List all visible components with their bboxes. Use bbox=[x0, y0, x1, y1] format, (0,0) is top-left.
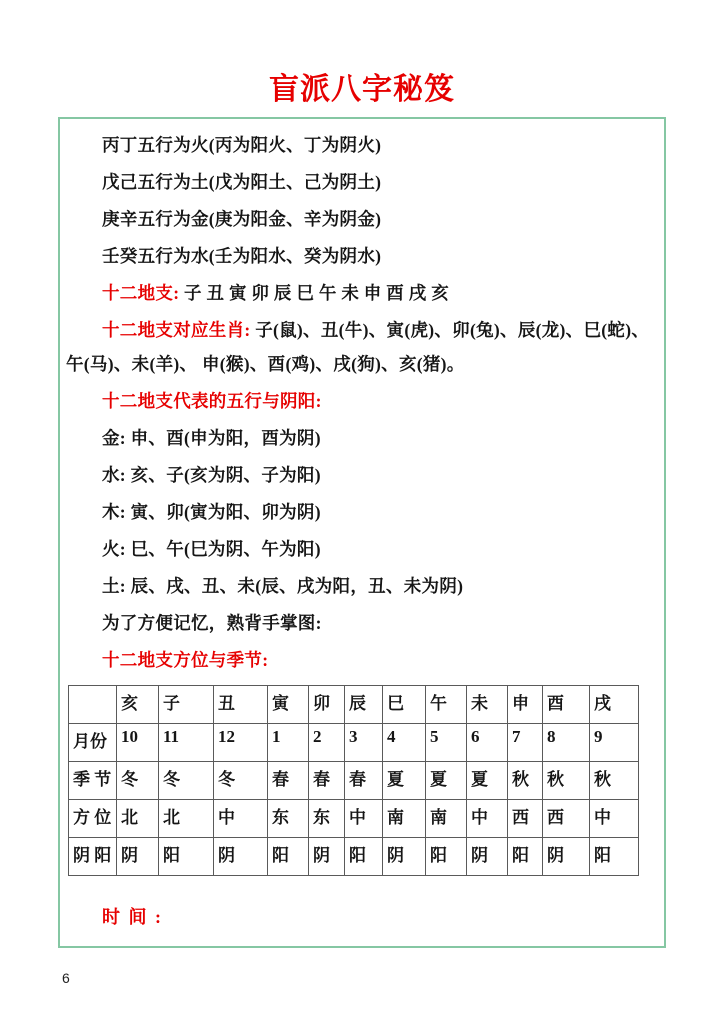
paragraph-text: 庚辛五行为金(庚为阳金、辛为阴金) bbox=[102, 209, 382, 229]
table-cell: 阴 bbox=[543, 838, 590, 876]
table-cell: 中 bbox=[590, 800, 639, 838]
table-cell: 8 bbox=[543, 724, 590, 762]
table-header-cell bbox=[69, 686, 117, 724]
table-cell: 6 bbox=[467, 724, 508, 762]
table-cell: 阳 bbox=[508, 838, 543, 876]
paragraph-text: 水: 亥、子(亥为阴、子为阳) bbox=[102, 465, 321, 485]
table-cell: 阳 bbox=[426, 838, 467, 876]
table-cell: 春 bbox=[268, 762, 309, 800]
table-cell: 3 bbox=[345, 724, 383, 762]
table-cell: 阴 bbox=[467, 838, 508, 876]
paragraph bbox=[66, 128, 656, 162]
table-header-cell: 申 bbox=[508, 686, 543, 724]
paragraph-text: 子 丑 寅 卯 辰 巳 午 未 申 酉 戌 亥 bbox=[179, 283, 450, 303]
paragraph-text: 木: 寅、卯(寅为阳、卯为阴) bbox=[102, 502, 321, 522]
paragraph-text: 壬癸五行为水(壬为阳水、癸为阴水) bbox=[102, 246, 382, 266]
paragraph bbox=[66, 202, 656, 236]
table-cell: 阴 bbox=[309, 838, 345, 876]
table-header-cell: 戌 bbox=[590, 686, 639, 724]
document-body bbox=[66, 128, 656, 677]
table-header-cell: 巳 bbox=[383, 686, 426, 724]
page-title: 盲派八字秘笈 bbox=[269, 73, 455, 106]
paragraph-lead: 十二地支对应生肖: bbox=[102, 320, 251, 340]
table-cell: 中 bbox=[345, 800, 383, 838]
time-label: 时 间 : bbox=[102, 907, 163, 927]
table-cell: 阳 bbox=[268, 838, 309, 876]
table-cell: 秋 bbox=[508, 762, 543, 800]
paragraph-text: 戊己五行为土(戊为阳土、己为阴土) bbox=[102, 172, 382, 192]
table-cell: 冬 bbox=[159, 762, 214, 800]
table-header-row bbox=[69, 686, 639, 724]
paragraph bbox=[66, 458, 656, 492]
table-cell: 阴 bbox=[214, 838, 268, 876]
table-cell: 东 bbox=[268, 800, 309, 838]
paragraph bbox=[66, 421, 656, 455]
table-header-cell: 丑 bbox=[214, 686, 268, 724]
paragraph bbox=[66, 606, 656, 640]
table-cell: 阳 bbox=[159, 838, 214, 876]
table-cell: 北 bbox=[117, 800, 159, 838]
table-cell: 2 bbox=[309, 724, 345, 762]
seasons-table bbox=[68, 685, 639, 876]
table-cell: 夏 bbox=[426, 762, 467, 800]
table-cell: 冬 bbox=[117, 762, 159, 800]
table-cell: 夏 bbox=[467, 762, 508, 800]
paragraph bbox=[66, 384, 656, 418]
table-header-cell: 寅 bbox=[268, 686, 309, 724]
table-cell: 阴 阳 bbox=[69, 838, 117, 876]
table-cell: 7 bbox=[508, 724, 543, 762]
table-cell: 秋 bbox=[590, 762, 639, 800]
paragraph-text: 金: 申、酉(申为阳，酉为阴) bbox=[102, 428, 321, 448]
table-row bbox=[69, 838, 639, 876]
table-cell: 春 bbox=[345, 762, 383, 800]
table-row bbox=[69, 762, 639, 800]
table-cell: 5 bbox=[426, 724, 467, 762]
paragraph-text: 子(鼠)、丑(牛)、寅(虎)、卯(兔)、辰(龙)、巳(蛇)、午(马)、未(羊)、 申(猴)、酉(鸡)、戌(狗)、亥(猪)。 bbox=[66, 320, 650, 374]
table-cell: 阴 bbox=[383, 838, 426, 876]
table-row bbox=[69, 800, 639, 838]
page-number: 6 bbox=[62, 970, 70, 986]
table-row bbox=[69, 724, 639, 762]
paragraph bbox=[66, 239, 656, 273]
table-cell: 10 bbox=[117, 724, 159, 762]
table-header-cell: 亥 bbox=[117, 686, 159, 724]
paragraph-text: 土: 辰、戌、丑、未(辰、戌为阳，丑、未为阴) bbox=[102, 576, 464, 596]
paragraph-lead: 十二地支代表的五行与阴阳: bbox=[102, 391, 322, 411]
table-cell: 南 bbox=[383, 800, 426, 838]
document-frame bbox=[58, 117, 666, 948]
table-cell: 西 bbox=[508, 800, 543, 838]
paragraph bbox=[66, 532, 656, 566]
paragraph bbox=[66, 495, 656, 529]
table-cell: 9 bbox=[590, 724, 639, 762]
table-cell: 西 bbox=[543, 800, 590, 838]
table-cell: 中 bbox=[467, 800, 508, 838]
table-cell: 阳 bbox=[590, 838, 639, 876]
table-cell: 北 bbox=[159, 800, 214, 838]
table-header-cell: 子 bbox=[159, 686, 214, 724]
table-cell: 中 bbox=[214, 800, 268, 838]
table-cell: 方 位 bbox=[69, 800, 117, 838]
table-cell: 夏 bbox=[383, 762, 426, 800]
table-header-cell: 卯 bbox=[309, 686, 345, 724]
table-cell: 1 bbox=[268, 724, 309, 762]
table-cell: 阳 bbox=[345, 838, 383, 876]
table-cell: 11 bbox=[159, 724, 214, 762]
table-cell: 冬 bbox=[214, 762, 268, 800]
table-header-cell: 未 bbox=[467, 686, 508, 724]
paragraph bbox=[66, 165, 656, 199]
paragraph bbox=[66, 569, 656, 603]
table-header-cell: 辰 bbox=[345, 686, 383, 724]
paragraph bbox=[66, 643, 656, 677]
table-cell: 东 bbox=[309, 800, 345, 838]
table-header-cell: 午 bbox=[426, 686, 467, 724]
table-cell: 12 bbox=[214, 724, 268, 762]
paragraph bbox=[66, 313, 656, 381]
paragraph bbox=[66, 276, 656, 310]
table-cell: 春 bbox=[309, 762, 345, 800]
paragraph-lead: 十二地支: bbox=[102, 283, 180, 303]
table-header-cell: 酉 bbox=[543, 686, 590, 724]
table-cell: 月份 bbox=[69, 724, 117, 762]
paragraph-lead: 十二地支方位与季节: bbox=[102, 650, 269, 670]
time-row bbox=[66, 900, 656, 934]
table-cell: 阴 bbox=[117, 838, 159, 876]
table-cell: 季 节 bbox=[69, 762, 117, 800]
table-cell: 4 bbox=[383, 724, 426, 762]
table-cell: 南 bbox=[426, 800, 467, 838]
paragraph-text: 为了方便记忆，熟背手掌图: bbox=[102, 613, 322, 633]
paragraph-text: 丙丁五行为火(丙为阳火、丁为阴火) bbox=[102, 135, 382, 155]
table-cell: 秋 bbox=[543, 762, 590, 800]
paragraph-text: 火: 巳、午(巳为阴、午为阳) bbox=[102, 539, 321, 559]
